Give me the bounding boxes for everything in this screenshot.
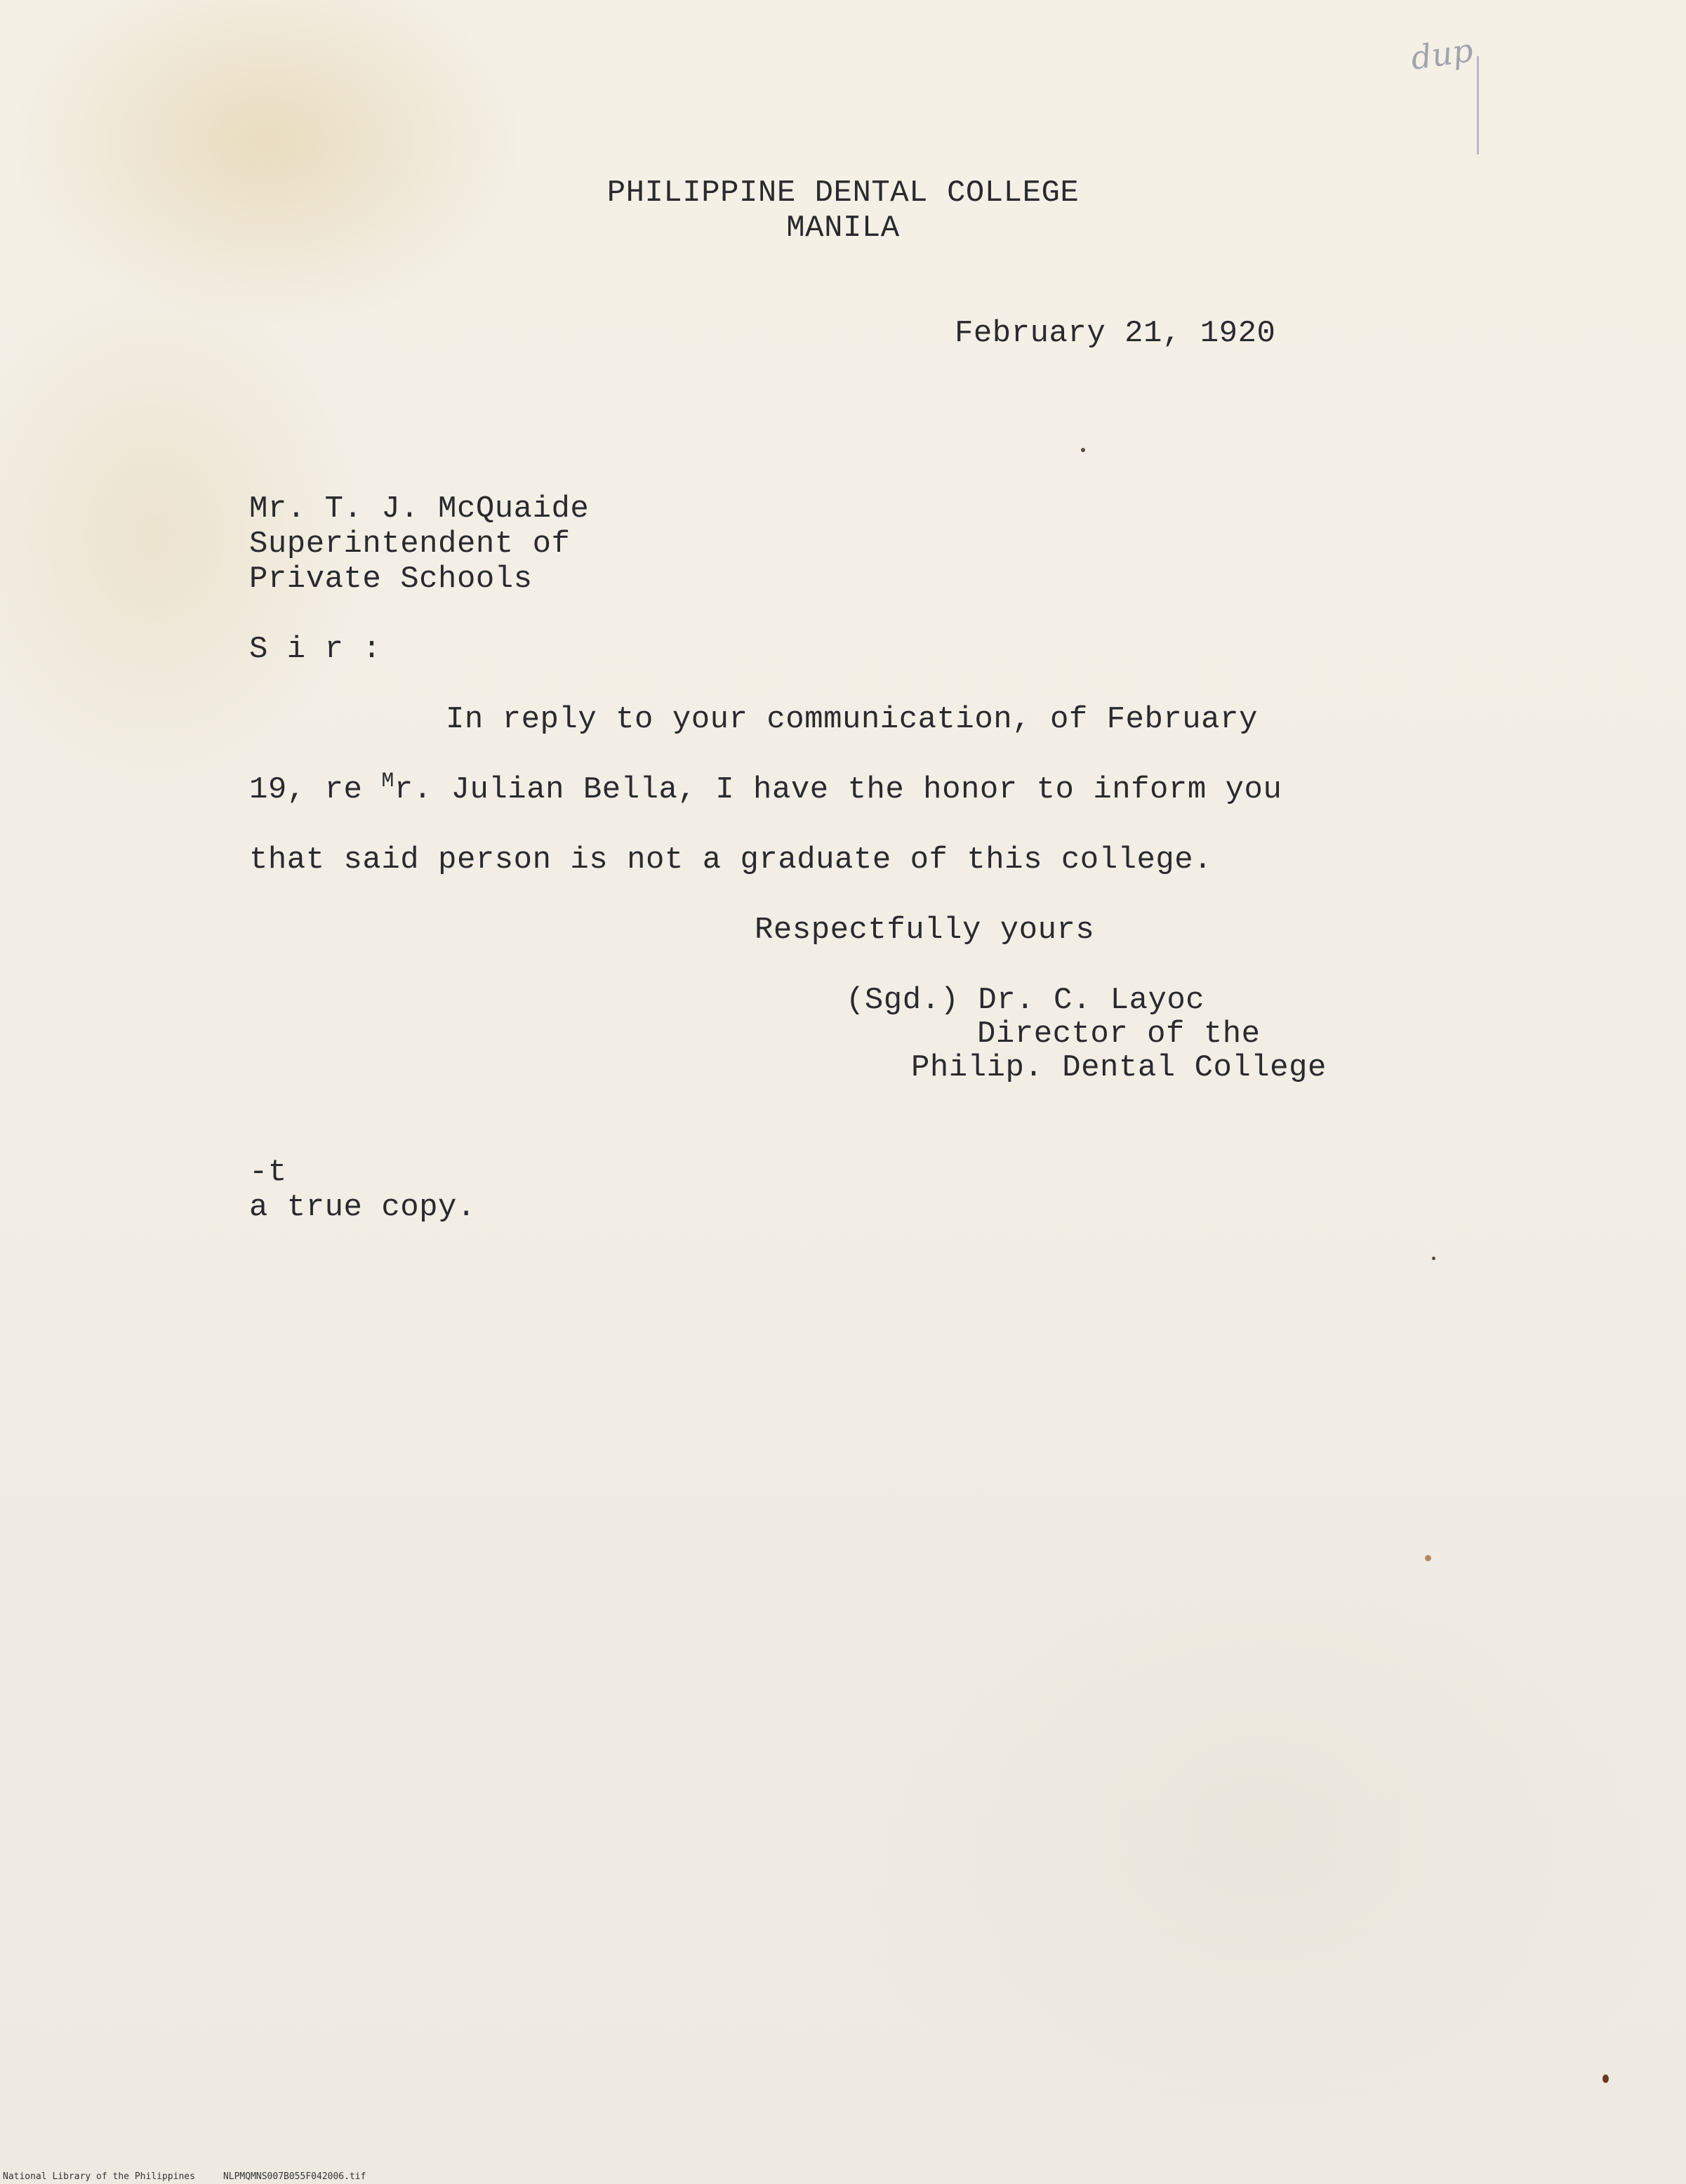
paper-speck — [1432, 1257, 1435, 1260]
salutation: S i r : — [249, 632, 382, 667]
body-line-2-end: r. Julian Bella, I have the honor to inform you — [394, 772, 1282, 807]
paper-speck — [1081, 448, 1085, 452]
body-line-2 — [249, 769, 1282, 810]
pencil-mark — [1477, 56, 1479, 154]
typist-initial: -t — [249, 1155, 287, 1190]
addressee-title-line1: Superintendent of — [249, 527, 571, 562]
body-line-3: that said person is not a graduate of this college. — [249, 842, 1213, 878]
archive-name: National Library of the Philippines — [3, 2171, 195, 2182]
archive-filename: NLPMQMNS007B055F042006.tif — [223, 2171, 366, 2182]
pencil-annotation: dup — [1408, 31, 1475, 77]
body-line-1: In reply to your communication, of February — [446, 702, 1258, 737]
letterhead-institution: PHILIPPINE DENTAL COLLEGE — [606, 176, 1080, 211]
signature-position-line2: Philip. Dental College — [911, 1050, 1327, 1085]
addressee-name: Mr. T. J. McQuaide — [249, 491, 590, 527]
archive-footer — [3, 2171, 366, 2183]
paper-speck — [1602, 2074, 1609, 2083]
addressee-title-line2: Private Schools — [249, 562, 533, 597]
true-copy-note: a true copy. — [249, 1190, 476, 1225]
signature-position-line1: Director of the — [977, 1017, 1261, 1052]
paper-speck — [1425, 1555, 1431, 1561]
body-line-2-raised-letter: M — [381, 769, 394, 793]
closing: Respectfully yours — [755, 913, 1095, 948]
letter-date: February 21, 1920 — [955, 316, 1276, 351]
letterhead-city: MANILA — [786, 211, 900, 246]
signature-name: (Sgd.) Dr. C. Layoc — [846, 983, 1205, 1018]
body-line-2-start: 19, re — [249, 772, 382, 807]
